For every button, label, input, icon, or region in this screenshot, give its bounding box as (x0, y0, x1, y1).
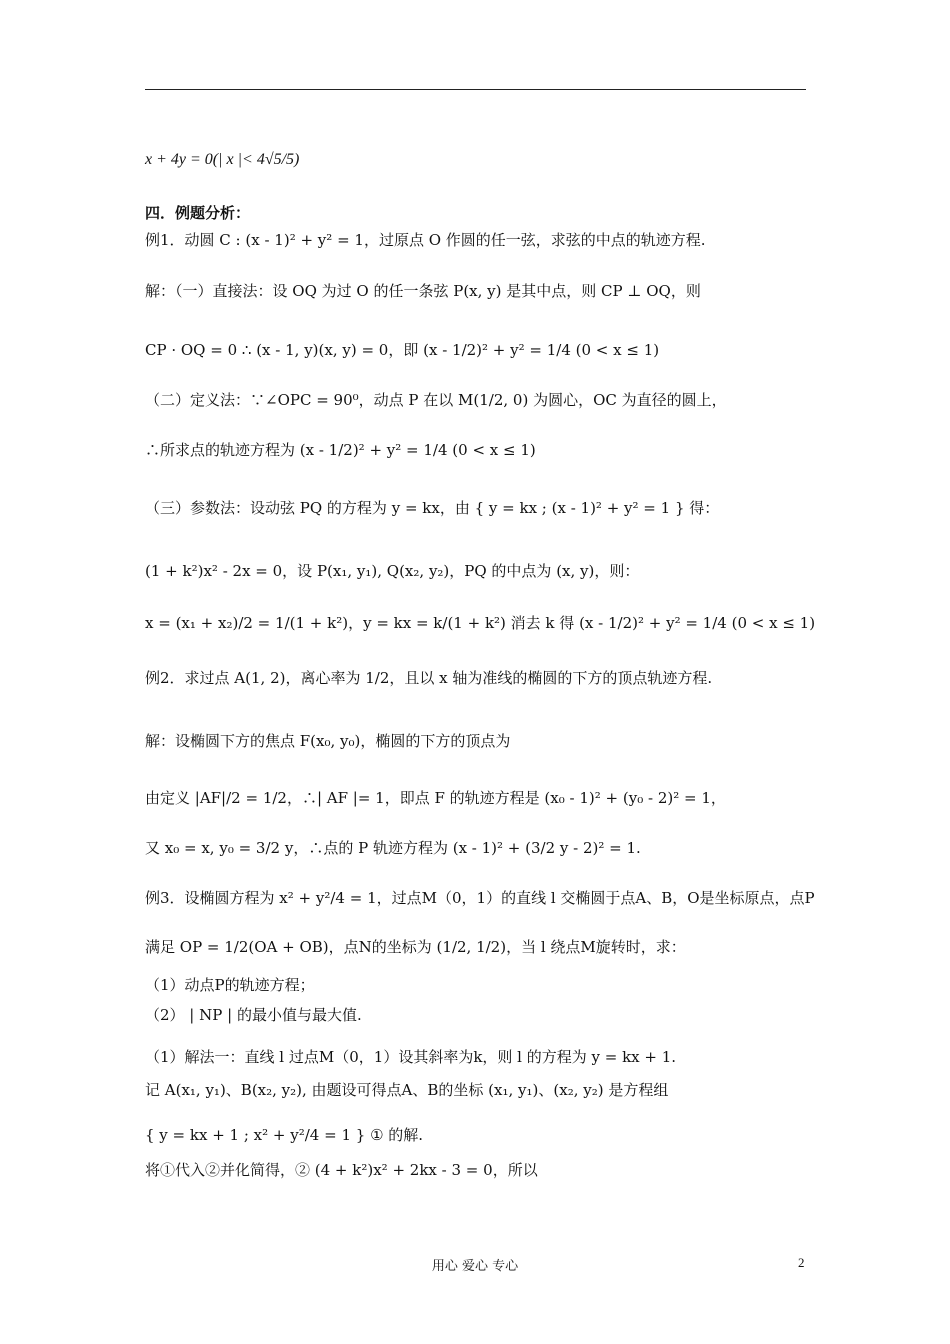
text-line: 将①代入②并化简得，② (4 + k²)x² + 2kx - 3 = 0，所以 (145, 1161, 538, 1179)
text-line: 例3．设椭圆方程为 x² + y²/4 = 1，过点M（0，1）的直线 l 交椭圆于点A、B，O是坐标原点，点P (145, 889, 815, 907)
text-line: 满足 OP = 1/2(OA + OB)，点N的坐标为 (1/2, 1/2)，当 l 绕点M旋转时，求： (145, 938, 686, 956)
text-line: 解：设椭圆下方的焦点 F(x₀, y₀)，椭圆的下方的顶点为 (145, 732, 511, 750)
text-line: CP · OQ = 0 ∴ (x - 1, y)(x, y) = 0，即 (x - 1/2)² + y² = 1/4 (0 < x ≤ 1) (145, 341, 660, 359)
text-line: 由定义 |AF|/2 = 1/2，∴| AF |= 1，即点 F 的轨迹方程是 (x₀ - 1)² + (y₀ - 2)² = 1， (145, 789, 726, 807)
text-line: （2） | NP | 的最小值与最大值. (145, 1006, 362, 1024)
text-line: （三）参数法：设动弦 PQ 的方程为 y = kx，由 { y = kx ; (x - 1)² + y² = 1 } 得： (145, 499, 720, 517)
text-line: ∴所求点的轨迹方程为 (x - 1/2)² + y² = 1/4 (0 < x ≤ 1) (145, 441, 536, 459)
text-line: 记 A(x₁, y₁)、B(x₂, y₂), 由题设可得点A、B的坐标 (x₁, y₁)、(x₂, y₂) 是方程组 (145, 1081, 669, 1099)
text-line: （1）解法一：直线 l 过点M（0，1）设其斜率为k，则 l 的方程为 y = kx + 1. (145, 1048, 677, 1066)
page-footer: 用心 爱心 专心 (431, 1259, 519, 1274)
text-line: x + 4y = 0(| x |< 4√5/5) (145, 151, 300, 168)
text-line: （1）动点P的轨迹方程； (145, 976, 315, 994)
text-line: 例2．求过点 A(1, 2)，离心率为 1/2，且以 x 轴为准线的椭圆的下方的顶点轨迹方程. (145, 669, 713, 687)
header-rule (145, 89, 806, 90)
section-heading: 四．例题分析： (145, 204, 251, 222)
text-line: (1 + k²)x² - 2x = 0，设 P(x₁, y₁), Q(x₂, y₂)，PQ 的中点为 (x, y)，则： (145, 562, 640, 580)
text-line: （二）定义法：∵∠OPC = 90⁰，动点 P 在以 M(1/2, 0) 为圆心，OC 为直径的圆上， (145, 391, 727, 409)
page-number: 2 (798, 1255, 805, 1270)
text-line: x = (x₁ + x₂)/2 = 1/(1 + k²)，y = kx = k/(1 + k²) 消去 k 得 (x - 1/2)² + y² = 1/4 (0 < x ≤ 1) (145, 614, 816, 632)
text-line: 解：（一）直接法：设 OQ 为过 O 的任一条弦 P(x, y) 是其中点，则 CP ⊥ OQ，则 (145, 282, 701, 300)
text-line: 例1．动圆 C : (x - 1)² + y² = 1，过原点 O 作圆的任一弦，求弦的中点的轨迹方程. (145, 231, 706, 249)
text-line: { y = kx + 1 ; x² + y²/4 = 1 } ① 的解. (145, 1126, 424, 1144)
text-line: 又 x₀ = x, y₀ = 3/2 y，∴点的 P 轨迹方程为 (x - 1)² + (3/2 y - 2)² = 1. (145, 839, 641, 857)
